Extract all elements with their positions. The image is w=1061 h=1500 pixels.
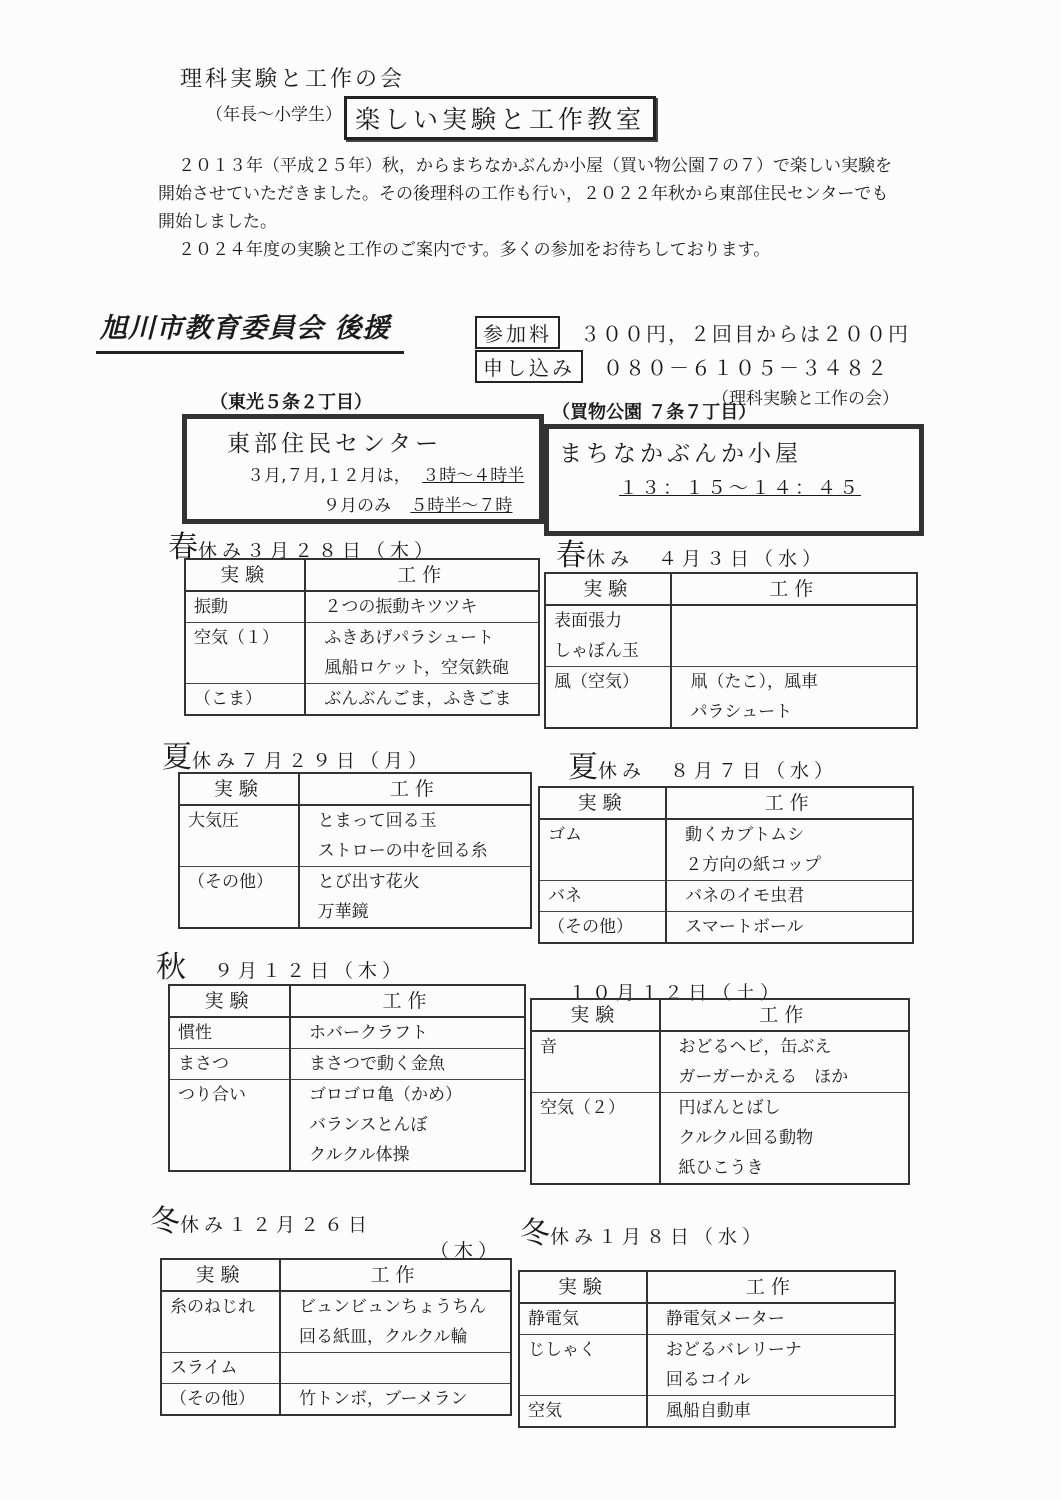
- experiment-cell: 大気圧: [179, 805, 299, 836]
- experiment-column-header: 実験: [185, 559, 305, 591]
- spring-east-heading: 春休み３月２８日（木）: [168, 530, 439, 565]
- autumn-machi-table: [530, 998, 910, 1185]
- table-row: [519, 1396, 895, 1428]
- apply-phone: ０８０－６１０５－３４８２: [603, 355, 889, 380]
- autumn-east-heading: 秋 ９月１２日（木）: [156, 950, 407, 985]
- east-address: （東光５条２丁目）: [210, 392, 372, 413]
- table-header-row: [161, 1259, 511, 1291]
- craft-cell: 回るコイル: [665, 1370, 751, 1390]
- craft-column-header: 工作: [660, 999, 909, 1031]
- experiment-cell: 空気: [519, 1396, 647, 1428]
- table-row: [185, 591, 539, 623]
- table-header-row: [169, 985, 525, 1017]
- experiment-cell: 音: [531, 1031, 660, 1062]
- craft-cell: 竹トンボ，ブーメラン: [280, 1384, 511, 1416]
- table-header-row: [185, 559, 539, 591]
- fee-value: ３００円，２回目からは２００円: [580, 321, 910, 346]
- audience-label: （年長～小学生）: [206, 105, 342, 125]
- apply-label: 申し込み: [475, 350, 583, 383]
- experiment-cell: 空気（２）: [531, 1093, 660, 1124]
- machi-address: （買物公園 ７条７丁目）: [552, 402, 757, 423]
- table-row: [179, 836, 531, 867]
- craft-cell: パラシュート: [690, 702, 793, 722]
- intro-text: [158, 152, 898, 264]
- craft-cell: ２方向の紙コップ: [685, 855, 821, 875]
- experiment-cell: [531, 1062, 660, 1093]
- craft-cell: ２つの振動キツツキ: [324, 597, 478, 617]
- craft-cell: ビュンビュンちょうちん: [299, 1297, 486, 1317]
- experiment-cell: 糸のねじれ: [161, 1291, 280, 1322]
- table-row: [539, 881, 913, 912]
- table-row: [545, 605, 917, 636]
- craft-column-header: 工作: [290, 985, 525, 1017]
- craft-cell: 円ばんとばし: [660, 1093, 909, 1124]
- spring-machi-table: [544, 572, 918, 729]
- craft-cell: ホバークラフト: [309, 1023, 429, 1043]
- autumn-machi-heading: １０月１２日（土）: [568, 982, 785, 1004]
- experiment-cell: 静電気: [519, 1303, 647, 1335]
- experiment-column-header: 実験: [179, 773, 299, 805]
- experiment-cell: スライム: [161, 1353, 280, 1384]
- experiment-cell: じしゃく: [519, 1335, 647, 1366]
- machi-venue-name: まちなかぶんか小屋: [559, 441, 802, 467]
- experiment-cell: （その他）: [161, 1384, 280, 1416]
- east-hours-1-months: ３月,７月,１２月は，: [247, 466, 411, 486]
- table-row: [545, 636, 917, 667]
- experiment-cell: バネ: [539, 881, 666, 912]
- spring-east-table: [184, 558, 540, 716]
- craft-cell: ガーガーかえる ほか: [678, 1067, 849, 1087]
- craft-cell: ゴロゴロ亀（かめ）: [290, 1080, 525, 1111]
- experiment-cell: ゴム: [539, 819, 666, 850]
- winter-east-table: [160, 1258, 512, 1416]
- craft-column-header: 工作: [305, 559, 539, 591]
- machi-venue-box: [544, 424, 924, 536]
- craft-cell: 風船自動車: [647, 1396, 895, 1428]
- experiment-cell: 風（空気）: [545, 667, 671, 698]
- craft-cell: 紙ひこうき: [678, 1158, 764, 1178]
- table-row: [545, 697, 917, 728]
- winter-east-heading-day: （木）: [430, 1240, 503, 1262]
- craft-column-header: 工作: [299, 773, 531, 805]
- craft-cell: 風船ロケット，空気鉄砲: [324, 658, 509, 678]
- experiment-cell: [179, 897, 299, 928]
- table-row: [185, 684, 539, 716]
- table-row: [531, 1153, 909, 1184]
- craft-column-header: 工作: [280, 1259, 511, 1291]
- summer-machi-heading: 夏休み ８月７日（水）: [568, 750, 839, 785]
- experiment-cell: 表面張力: [545, 605, 671, 636]
- craft-column-header: 工作: [647, 1271, 895, 1303]
- table-header-row: [545, 573, 917, 605]
- craft-cell: バネのイモ虫君: [666, 881, 913, 912]
- table-row: [169, 1017, 525, 1049]
- craft-cell: とび出す花火: [299, 867, 531, 898]
- experiment-cell: 慣性: [169, 1017, 290, 1049]
- experiment-cell: （その他）: [539, 912, 666, 944]
- table-row: [185, 653, 539, 684]
- craft-cell: 万華鏡: [317, 902, 369, 922]
- experiment-column-header: 実験: [545, 573, 671, 605]
- experiment-cell: [531, 1153, 660, 1184]
- experiment-column-header: 実験: [539, 787, 666, 819]
- craft-cell: クルクル回る動物: [678, 1128, 814, 1148]
- experiment-cell: [169, 1140, 290, 1171]
- table-row: [161, 1322, 511, 1353]
- craft-cell: クルクル体操: [309, 1145, 410, 1165]
- intro-paragraph-1: ２０１３年（平成２５年）秋，からまちなかぶんか小屋（買い物公園７の７）で楽しい実験を開始させていただきました。その後理科の工作も行い，２０２２年秋から東部住民センターでも開始しました。: [158, 156, 892, 232]
- experiment-cell: [539, 850, 666, 881]
- table-row: [179, 805, 531, 836]
- table-header-row: [519, 1271, 895, 1303]
- experiment-cell: [531, 1123, 660, 1153]
- table-row: [169, 1080, 525, 1111]
- winter-machi-heading: 冬休み１月８日（水）: [520, 1216, 767, 1251]
- craft-cell: スマートボール: [666, 912, 913, 944]
- intro-paragraph-2: ２０２４年度の実験と工作のご案内です。多くの参加をお待ちしております。: [178, 240, 771, 260]
- fee-label: 参加料: [475, 316, 560, 349]
- table-row: [169, 1049, 525, 1080]
- spring-machi-heading: 春休み ４月３日（水）: [556, 538, 827, 573]
- table-row: [539, 912, 913, 944]
- craft-cell: 回る紙皿，クルクル輪: [299, 1327, 468, 1347]
- experiment-cell: つり合い: [169, 1080, 290, 1111]
- table-header-row: [531, 999, 909, 1031]
- craft-cell: [280, 1353, 511, 1384]
- table-row: [545, 667, 917, 698]
- table-row: [539, 850, 913, 881]
- east-venue-hours-1: [247, 461, 524, 486]
- craft-cell: 静電気メーター: [665, 1309, 785, 1329]
- winter-machi-table: [518, 1270, 896, 1428]
- craft-cell: おどるヘビ，缶ぶえ: [678, 1037, 832, 1057]
- table-row: [161, 1353, 511, 1384]
- table-row: [169, 1140, 525, 1171]
- east-venue-name: 東部住民センター: [227, 431, 443, 457]
- table-header-row: [179, 773, 531, 805]
- summer-east-table: [178, 772, 532, 929]
- experiment-cell: [545, 697, 671, 728]
- craft-cell: ストローの中を回る糸: [317, 841, 488, 861]
- table-row: [179, 867, 531, 898]
- experiment-cell: [169, 1110, 290, 1140]
- winter-east-heading: 冬休み１２月２６日: [150, 1204, 373, 1239]
- craft-column-header: 工作: [666, 787, 913, 819]
- summer-east-heading: 夏休み７月２９日（月）: [162, 740, 433, 775]
- east-hours-1-time: ３時～４時半: [422, 466, 525, 486]
- experiment-column-header: 実験: [161, 1259, 280, 1291]
- table-row: [519, 1335, 895, 1366]
- craft-cell: ぶんぶんごま，ふきごま: [305, 684, 539, 716]
- table-row: [539, 819, 913, 850]
- fee-row: [475, 317, 935, 347]
- experiment-column-header: 実験: [169, 985, 290, 1017]
- craft-cell: 動くカブトムシ: [685, 825, 805, 845]
- table-row: [531, 1031, 909, 1062]
- page-title: 理科実験と工作の会: [180, 67, 406, 92]
- table-row: [169, 1110, 525, 1140]
- craft-cell: とまって回る玉: [317, 811, 437, 831]
- experiment-cell: しゃぼん玉: [545, 636, 671, 667]
- table-row: [531, 1123, 909, 1153]
- table-row: [161, 1291, 511, 1322]
- craft-cell: ふきあげパラシュート: [305, 623, 539, 654]
- experiment-cell: （その他）: [179, 867, 299, 898]
- east-venue-box: [182, 414, 544, 524]
- experiment-column-header: 実験: [531, 999, 660, 1031]
- east-hours-2-time: ５時半～７時: [410, 496, 513, 516]
- craft-cell: 凧（たこ），風車: [671, 667, 917, 698]
- apply-row: [475, 351, 935, 381]
- experiment-cell: まさつ: [169, 1049, 290, 1080]
- experiment-cell: [161, 1322, 280, 1353]
- experiment-cell: （こま）: [185, 684, 305, 716]
- organizer-name: （理科実験と工作の会）: [712, 389, 899, 409]
- table-header-row: [539, 787, 913, 819]
- experiment-cell: 空気（１）: [185, 623, 305, 654]
- experiment-column-header: 実験: [519, 1271, 647, 1303]
- table-row: [179, 897, 531, 928]
- craft-cell: [671, 605, 917, 636]
- table-row: [519, 1365, 895, 1396]
- summer-machi-table: [538, 786, 914, 944]
- east-hours-2-months: ９月のみ: [323, 496, 391, 516]
- craft-cell: バランスとんぼ: [309, 1115, 428, 1135]
- table-row: [185, 623, 539, 654]
- experiment-cell: 振動: [185, 591, 305, 623]
- table-row: [531, 1062, 909, 1093]
- table-row: [519, 1303, 895, 1335]
- machi-venue-hours: １３：１５～１４：４５: [619, 477, 862, 499]
- table-row: [531, 1093, 909, 1124]
- experiment-cell: [185, 653, 305, 684]
- event-badge: 楽しい実験と工作教室: [344, 96, 656, 140]
- craft-column-header: 工作: [671, 573, 917, 605]
- craft-cell: おどるバレリーナ: [647, 1335, 895, 1366]
- experiment-cell: [179, 836, 299, 867]
- craft-cell: [671, 636, 917, 667]
- autumn-east-table: [168, 984, 526, 1172]
- table-row: [161, 1384, 511, 1416]
- craft-cell: まさつで動く金魚: [290, 1049, 525, 1080]
- sponsor-stamp: 旭川市教育委員会 後援: [96, 306, 404, 354]
- experiment-cell: [519, 1365, 647, 1396]
- fee-info: [475, 317, 935, 381]
- east-venue-hours-2: [323, 491, 512, 516]
